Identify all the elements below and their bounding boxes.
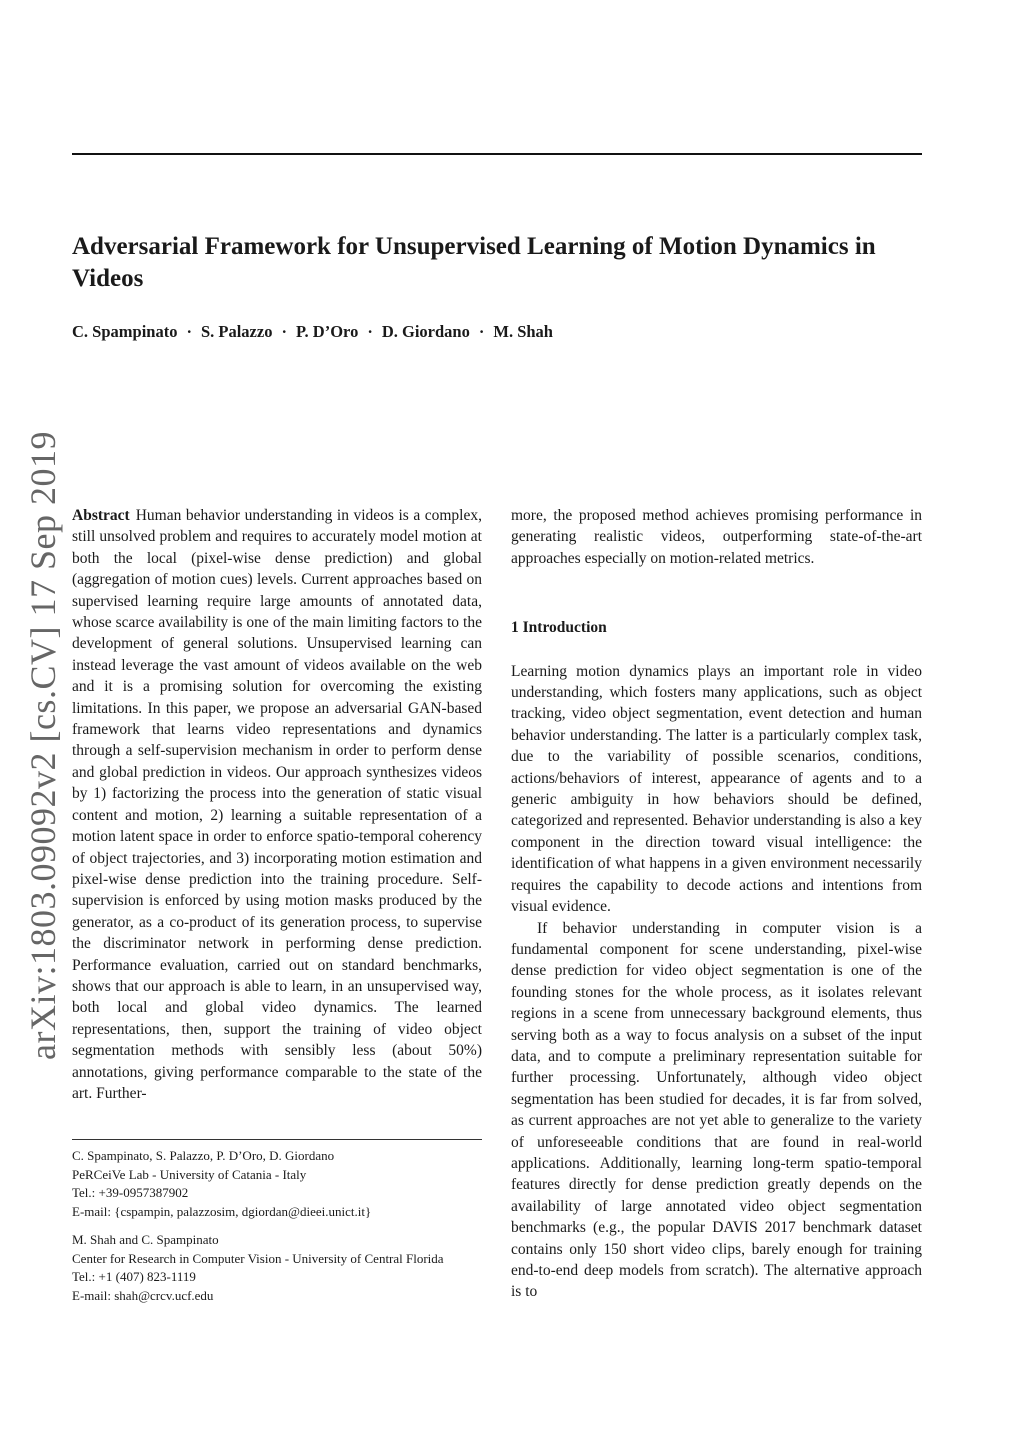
footnote-line: Tel.: +39-0957387902 bbox=[72, 1185, 189, 1200]
abstract-text: Human behavior understanding in videos is a complex, still unsolved problem and requires to accurately model motion at both the local (pixel-wise dense prediction) and global (aggregation of motion cues) levels. Current approaches based on supervised learning require large amounts of annotated data, whose scarce availability is one of the main limiting factors to the development of general solutions. Unsupervised learning can instead leverage the vast amount of videos available on the web and it is a promising solution for overcoming the existing limitations. In this paper, we propose an adversarial GAN-based framework that learns video representations and dynamics through a self-supervision mechanism in order to perform dense and global prediction in videos. Our approach synthesizes videos by 1) factorizing the process into the generation of static visual content and motion, 2) learning a suitable representation of a motion latent space in order to enforce spatio-temporal coherency of object trajectories, and 3) incorporating motion estimation and pixel-wise dense prediction into the training procedure. Self-supervision is enforced by using motion masks produced by the generator, as a co-product of its generation process, to supervise the discriminator network in performing dense prediction. Performance evaluation, carried out on standard benchmarks, shows that our approach is able to learn, in an unsupervised way, both local and global video dynamics. The learned representations, then, support the training of video object segmentation methods with sensibly less (about 50%) annotations, giving performance comparable to the state of the art. Further- bbox=[72, 507, 482, 1102]
affiliation-block bbox=[72, 1147, 492, 1221]
author-name: M. Shah bbox=[493, 322, 553, 341]
author-name: D. Giordano bbox=[381, 322, 470, 341]
abstract-heading: Abstract bbox=[72, 507, 130, 524]
paper-title: Adversarial Framework for Unsupervised Learning of Motion Dynamics in Videos bbox=[72, 233, 876, 292]
footnote-line: Tel.: +1 (407) 823-1119 bbox=[72, 1269, 196, 1284]
footnote-line: Center for Research in Computer Vision - University of Central Florida bbox=[72, 1250, 444, 1266]
footnote-line: C. Spampinato, S. Palazzo, P. D’Oro, D. Giordano bbox=[72, 1148, 335, 1163]
author-separator: · bbox=[281, 322, 287, 341]
footnote-line: PeRCeiVe Lab - University of Catania - Italy bbox=[72, 1166, 307, 1182]
abstract-continuation: more, the proposed method achieves promising performance in generating realistic videos, outperforming state-of-the-art approaches especially on motion-related metrics. bbox=[511, 507, 922, 567]
abstract bbox=[72, 505, 482, 1104]
author-name: C. Spampinato bbox=[72, 322, 178, 341]
footnote-line: M. Shah and C. Spampinato bbox=[72, 1232, 219, 1247]
left-column bbox=[72, 505, 482, 1104]
affiliation-block bbox=[72, 1231, 492, 1305]
author-separator: · bbox=[367, 322, 373, 341]
paragraph: If behavior understanding in computer vision is a fundamental component for scene understanding, pixel-wise dense prediction for video object segmentation is one of the founding stones for the whole process, as it isolates relevant regions in a scene from unnecessary background elements, thus serving both as a way to focus analysis on a subset of the input data, and to compute a preliminary representation suitable for further processing. Unfortunately, although video object segmentation has been studied for decades, it is far from solved, as current approaches are not yet able to generalize to the variety of unforeseeable conditions that are found in real-world applications. Additionally, learning long-term spatio-temporal features directly for dense prediction greatly depends on the availability of large annotated video object segmentation benchmarks (e.g., the popular DAVIS 2017 benchmark dataset contains only 150 short video clips, barely enough for training end-to-end deep models from scratch). The alternative approach is to bbox=[511, 919, 922, 1301]
author-name: P. D’Oro bbox=[295, 322, 359, 341]
section-heading: 1 Introduction bbox=[511, 619, 607, 637]
footnote-line: E-mail: shah@crcv.ucf.edu bbox=[72, 1287, 214, 1303]
author-name: S. Palazzo bbox=[200, 322, 273, 341]
header-rule bbox=[72, 153, 922, 155]
arxiv-stamp: arXiv:1803.09092v2 [cs.CV] 17 Sep 2019 bbox=[23, 431, 63, 1060]
author-separator: · bbox=[478, 322, 485, 341]
footnote-line: E-mail: {cspampin, palazzosim, dgiordan@dieei.unict.it} bbox=[72, 1203, 372, 1219]
author-list bbox=[72, 322, 922, 342]
author-separator: · bbox=[186, 322, 192, 341]
footnotes bbox=[72, 1147, 492, 1315]
paragraph: Learning motion dynamics plays an important role in video understanding, which fosters many applications, such as object tracking, video object segmentation, event detection and human behavior understanding. The latter is a particularly complex task, due to the variability of possible scenarios, conditions, actions/behaviors of interest, appearance of agents and to a generic ambiguity in how behaviors should be defined, categorized and represented. Behavior understanding is also a key component in the direction toward visual intelligence: the identification of what happens in a given environment necessarily requires the capability to decode actions and intentions from visual evidence. bbox=[511, 662, 922, 916]
footnote-rule bbox=[72, 1139, 482, 1140]
right-column bbox=[511, 505, 922, 1303]
